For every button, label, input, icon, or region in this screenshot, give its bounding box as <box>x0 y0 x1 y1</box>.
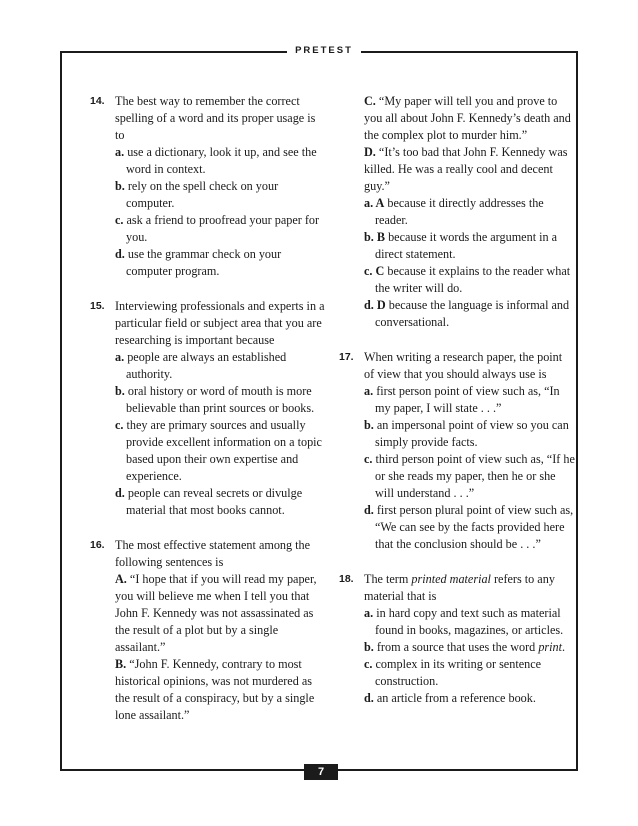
option-letter: b. <box>115 179 125 193</box>
option-text: they are primary sources and usually provide excellent information on a topic based upon their own expertise and experience. <box>126 418 322 483</box>
option-text: an impersonal point of view so you can simply provide facts. <box>375 418 569 449</box>
sentence-label: A. <box>115 572 127 586</box>
option-letter: d. <box>364 691 374 705</box>
option-text: oral history or word of mouth is more believable than print sources or books. <box>126 384 315 415</box>
option-text: because it words the argument in a direct statement. <box>375 230 558 261</box>
section-header: PRETEST <box>287 44 361 58</box>
answer-option-c[interactable] <box>350 656 575 690</box>
answer-option-a[interactable] <box>350 605 575 639</box>
answer-option-a[interactable] <box>101 349 326 383</box>
option-letter: d. <box>364 298 374 312</box>
option-letter: b. <box>364 230 374 244</box>
sentence-label: D. <box>364 145 376 159</box>
option-letter: b. <box>115 384 125 398</box>
answer-option-d[interactable] <box>101 485 326 519</box>
option-answer: B <box>376 230 386 244</box>
option-text: because it directly addresses the reader. <box>375 196 544 227</box>
option-letter: d. <box>115 486 125 500</box>
option-letter: c. <box>115 213 124 227</box>
question-number: 15. <box>90 300 105 312</box>
answer-option-a[interactable] <box>101 144 326 178</box>
answer-option-a[interactable] <box>350 195 575 229</box>
option-answer: D <box>376 298 386 312</box>
answer-option-b[interactable] <box>350 639 575 656</box>
stem-after: refers to any material that is <box>364 572 555 603</box>
option-answer: A <box>375 196 385 210</box>
answer-option-b[interactable] <box>101 178 326 212</box>
question-stem: The best way to remember the correct spelling of a word and its proper usage is to <box>115 94 316 142</box>
option-letter: d. <box>115 247 125 261</box>
answer-option-d[interactable] <box>350 502 575 553</box>
question-stem: The most effective statement among the following sentences is <box>115 538 311 569</box>
option-letter: a. <box>364 606 374 620</box>
answer-option-d[interactable] <box>350 690 575 707</box>
sentence-c <box>364 93 575 144</box>
question-number: 16. <box>90 539 105 551</box>
option-text: use the grammar check on your computer program. <box>126 247 282 278</box>
option-punct: . <box>562 640 566 654</box>
left-column <box>90 93 326 742</box>
option-letter: c. <box>364 452 373 466</box>
option-letter: a. <box>364 196 374 210</box>
option-text: complex in its writing or sentence construction. <box>375 657 542 688</box>
sentence-label: B. <box>115 657 127 671</box>
option-letter: c. <box>364 264 373 278</box>
question-number: 14. <box>90 95 105 107</box>
question-stem: Interviewing professionals and experts in a particular field or subject area that you are researching is important because <box>115 299 325 347</box>
question-number: 17. <box>339 351 354 363</box>
question-stem <box>364 571 575 605</box>
question-18 <box>339 571 575 707</box>
answer-option-c[interactable] <box>101 417 326 485</box>
option-text: people can reveal secrets or divulge material that most books cannot. <box>126 486 303 517</box>
question-stem: When writing a research paper, the point of view that you should always use is <box>364 350 563 381</box>
option-text: third person point of view such as, “If he or she reads my paper, then he or she will understand . . .” <box>375 452 575 500</box>
question-16 <box>90 537 326 724</box>
answer-option-c[interactable] <box>350 451 575 502</box>
option-letter: a. <box>115 145 125 159</box>
answer-option-c[interactable] <box>350 263 575 297</box>
stem-before: The term <box>364 572 409 586</box>
question-number: 18. <box>339 573 354 585</box>
answer-option-a[interactable] <box>350 383 575 417</box>
stem-term: printed material <box>411 572 491 586</box>
answer-option-c[interactable] <box>101 212 326 246</box>
sentence-text: “My paper will tell you and prove to you all about John F. Kennedy’s death and the complex plot to murder him.” <box>364 94 571 142</box>
question-14 <box>90 93 326 280</box>
question-15 <box>90 298 326 519</box>
right-column <box>339 93 575 725</box>
answer-option-b[interactable] <box>350 417 575 451</box>
option-text: people are always an established authority. <box>126 350 287 381</box>
option-letter: b. <box>364 418 374 432</box>
option-term: print <box>538 640 563 654</box>
sentence-label: C. <box>364 94 376 108</box>
option-text: first person point of view such as, “In my paper, I will state . . .” <box>375 384 560 415</box>
answer-option-b[interactable] <box>101 383 326 417</box>
sentence-b <box>115 656 326 724</box>
sentence-a <box>115 571 326 656</box>
option-text: because it explains to the reader what the writer will do. <box>375 264 571 295</box>
option-letter: b. <box>364 640 374 654</box>
question-17 <box>339 349 575 553</box>
option-text: rely on the spell check on your computer. <box>126 179 279 210</box>
option-text: from a source that uses the word <box>376 640 536 654</box>
option-text: ask a friend to proofread your paper for you. <box>126 213 320 244</box>
page-number: 7 <box>304 764 338 780</box>
question-16-continued <box>339 93 575 331</box>
sentence-d <box>364 144 575 195</box>
answer-option-d[interactable] <box>101 246 326 280</box>
option-text: first person plural point of view such as, “We can see by the facts provided here that the conclusion should be . . .” <box>375 503 574 551</box>
sentence-text: “I hope that if you will read my paper, you will believe me when I tell you that John F. Kennedy was not assassinated as the result of a plot but by a single assailant.” <box>115 572 317 654</box>
option-text: because the language is informal and conversational. <box>375 298 570 329</box>
option-letter: d. <box>364 503 374 517</box>
option-letter: c. <box>115 418 124 432</box>
option-text: use a dictionary, look it up, and see the word in context. <box>126 145 317 176</box>
answer-option-b[interactable] <box>350 229 575 263</box>
option-text: an article from a reference book. <box>376 691 536 705</box>
answer-option-d[interactable] <box>350 297 575 331</box>
option-letter: c. <box>364 657 373 671</box>
option-letter: a. <box>115 350 125 364</box>
sentence-text: “John F. Kennedy, contrary to most historical opinions, was not murdered as the result of a conspiracy, but by a single lone assailant.” <box>115 657 315 722</box>
option-answer: C <box>375 264 385 278</box>
sentence-text: “It’s too bad that John F. Kennedy was killed. He was a really cool and decent guy.” <box>364 145 568 193</box>
option-text: in hard copy and text such as material found in books, magazines, or articles. <box>375 606 564 637</box>
option-letter: a. <box>364 384 374 398</box>
